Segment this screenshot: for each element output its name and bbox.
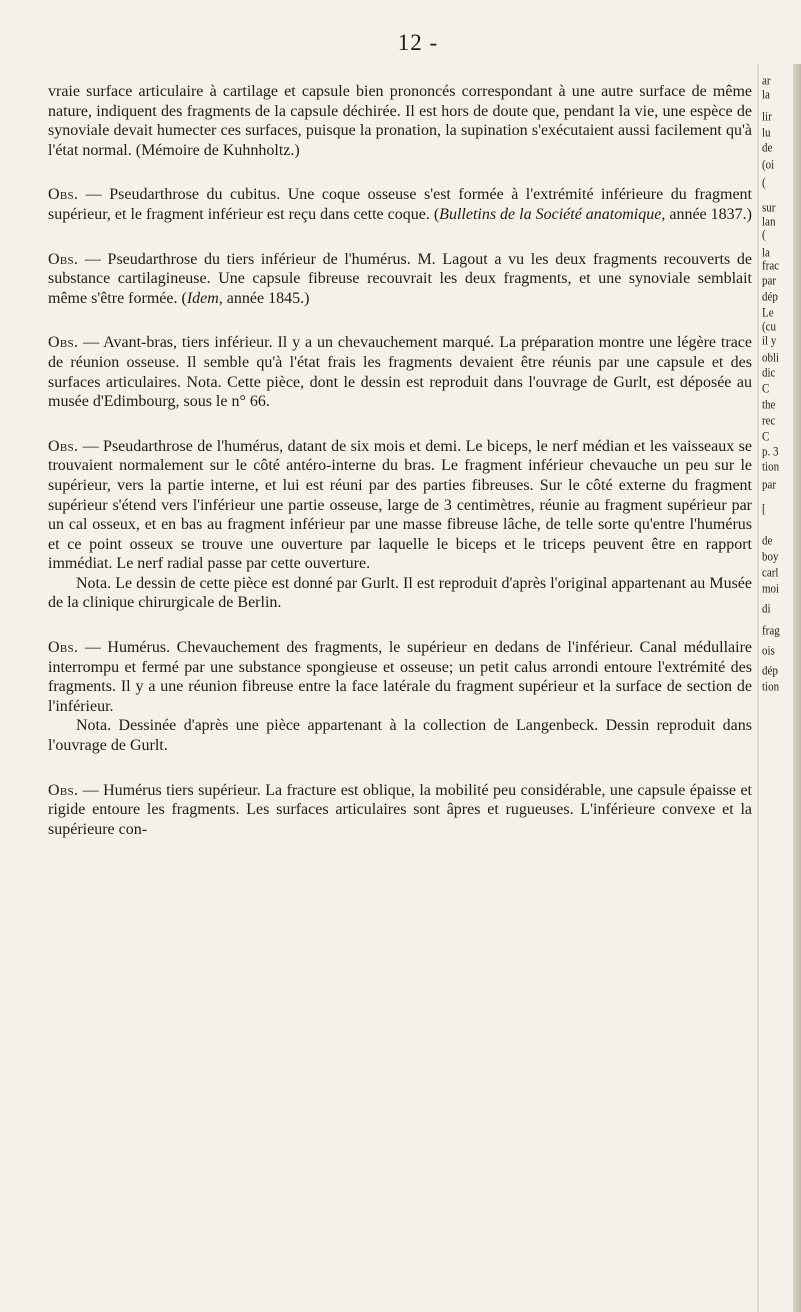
margin-fragment: Le — [762, 306, 774, 321]
observation-paragraph-2 — [48, 250, 752, 309]
margin-fragment: il y — [762, 334, 777, 349]
margin-fragment: par — [762, 274, 777, 289]
observation-paragraph-6 — [48, 781, 752, 840]
observation-paragraph-3 — [48, 333, 752, 411]
margin-fragment: tion — [762, 680, 780, 695]
observation-text-after-citation: , année 1837.) — [661, 205, 752, 223]
margin-fragment: moi — [762, 582, 780, 597]
margin-fragment: C — [762, 382, 770, 397]
margin-fragment: lir — [762, 110, 772, 125]
citation-title: Idem — [186, 289, 219, 307]
page-number: 12 - — [397, 30, 439, 55]
observation-text: — Humérus. Chevauchement des fragments, le supérieur en dedans de l'inférieur. Canal médullaire interrompu et fermé par une substance spongieuse et osseuse; un petit calus arrondi entoure l'extrémité des fragments. Il y a une réunion fibreuse entre la face latérale du fragment supérieur et la surface de section de l'inférieur. — [48, 639, 752, 715]
page-edge-shadow — [757, 64, 759, 1312]
observation-label: Obs. — [48, 781, 79, 799]
margin-fragment: (cu — [762, 320, 777, 335]
observation-label: Obs. — [48, 437, 79, 455]
margin-fragment: la — [762, 88, 770, 103]
main-text-column — [48, 82, 752, 839]
observation-text: — Avant-bras, tiers inférieur. Il y a un chevauchement marqué. La préparation montre une légère trace de réunion osseuse. Il semble qu'à l'état frais les fragments devaient être réunis par une capsule et des surfaces articulaires. Nota. Cette pièce, dont le dessin est reproduit dans l'ouvrage de Gurlt, est déposée au musée d'Edimbourg, sous le n° 66. — [48, 334, 752, 411]
margin-fragment: ois — [762, 644, 775, 659]
margin-fragment: ( — [762, 176, 766, 191]
margin-fragment: [ — [762, 502, 766, 517]
margin-fragment: lan — [762, 215, 776, 230]
margin-fragment: la — [762, 246, 770, 261]
margin-fragment: carl — [762, 566, 779, 581]
margin-fragment: de — [762, 534, 773, 549]
observation-text-before-citation: — Pseudarthrose du tiers inférieur de l'humérus. M. Lagout a vu les deux fragments recouverts de substance cartilagineuse. Une capsule fibreuse recouvrait les deux fragments, et une synoviale semblait même s'être formée. ( — [48, 250, 752, 307]
observation-label: Obs. — [48, 250, 79, 268]
margin-fragment: ar — [762, 74, 771, 89]
margin-fragment: par — [762, 478, 777, 493]
observation-text: — Pseudarthrose de l'humérus, datant de six mois et demi. Le biceps, le nerf médian et les vaisseaux se trouvaient normalement sur le côté antéro-interne du bras. Le fragment inférieur chevauche un peu sur le supérieur, vers la partie interne, et lui est réuni par des parties fibreuses. Sur le côté externe du fragment supérieur s'étend vers l'inférieur une partie osseuse, large de 3 centimètres, réunie au fragment supérieur par un cal osseux, et en bas au fragment inférieur par une masse fibreuse lâche, de telle sorte qu'entre l'humérus et ce point osseux se trouve une ouverture par laquelle le biceps et le triceps peuvent être en rapport immédiat. Le nerf radial passe par cette ouverture. — [48, 437, 752, 573]
margin-fragment: tion — [762, 460, 780, 475]
right-margin-page-bleed — [757, 64, 801, 1312]
margin-fragment: p. 3 — [762, 445, 779, 460]
margin-fragment: dic — [762, 366, 776, 381]
margin-fragment: (oi — [762, 158, 775, 173]
observation-paragraph-5 — [48, 638, 752, 716]
observation-label: Obs. — [48, 639, 79, 657]
observation-text-after-citation: , année 1845.) — [218, 289, 310, 307]
observation-text-before-citation: — Pseudarthrose du cubitus. Une coque osseuse s'est formée à l'extrémité inférieure du fragment supérieur, et le fragment inférieur est reçu dans cette coque. ( — [48, 186, 752, 223]
page-edge — [793, 64, 801, 1312]
margin-fragment: boy — [762, 550, 779, 565]
opening-paragraph: vraie surface articulaire à cartilage et capsule bien prononcés correspondant à une autre surface de même nature, indiquent des fragments de la capsule déchirée. Il est hors de doute que, pendant la vie, une espèce de synoviale devait humecter ces surfaces, puisque la pronation, la supination s'exécutaient aussi facilement qu'à l'état normal. (Mémoire de Kuhnholtz.) — [48, 83, 752, 159]
observation-label: Obs. — [48, 186, 79, 204]
margin-fragment: the — [762, 398, 776, 413]
margin-fragment: dép — [762, 664, 778, 679]
margin-fragment: sur — [762, 201, 776, 216]
nota-paragraph-2: Nota. Dessinée d'après une pièce appartenant à la collection de Langenbeck. Dessin reproduit dans l'ouvrage de Gurlt. — [48, 717, 752, 755]
margin-fragment: ( — [762, 228, 766, 243]
observation-label: Obs. — [48, 334, 79, 352]
margin-fragment: di — [762, 602, 771, 617]
observation-paragraph-4 — [48, 437, 752, 574]
margin-fragment: lu — [762, 126, 771, 141]
margin-fragment: dép — [762, 290, 778, 305]
margin-fragment: frag — [762, 624, 780, 639]
citation-title: Bulletins de la Société anatomique — [439, 205, 662, 223]
margin-fragment: frac — [762, 259, 780, 274]
margin-fragment: obli — [762, 351, 780, 366]
observation-paragraph-1 — [48, 185, 752, 224]
margin-fragment: C — [762, 430, 770, 445]
margin-fragment: de — [762, 141, 773, 156]
margin-fragment: rec — [762, 414, 776, 429]
observation-text: — Humérus tiers supérieur. La fracture est oblique, la mobilité peu considérable, une capsule épaisse et rigide entoure les fragments. Les surfaces articulaires sont âpres et rugueuses. L'inférieure convexe et la supérieure con- — [48, 781, 752, 838]
nota-paragraph-1: Nota. Le dessin de cette pièce est donné par Gurlt. Il est reproduit d'après l'original appartenant au Musée de la clinique chirurgicale de Berlin. — [48, 574, 752, 612]
